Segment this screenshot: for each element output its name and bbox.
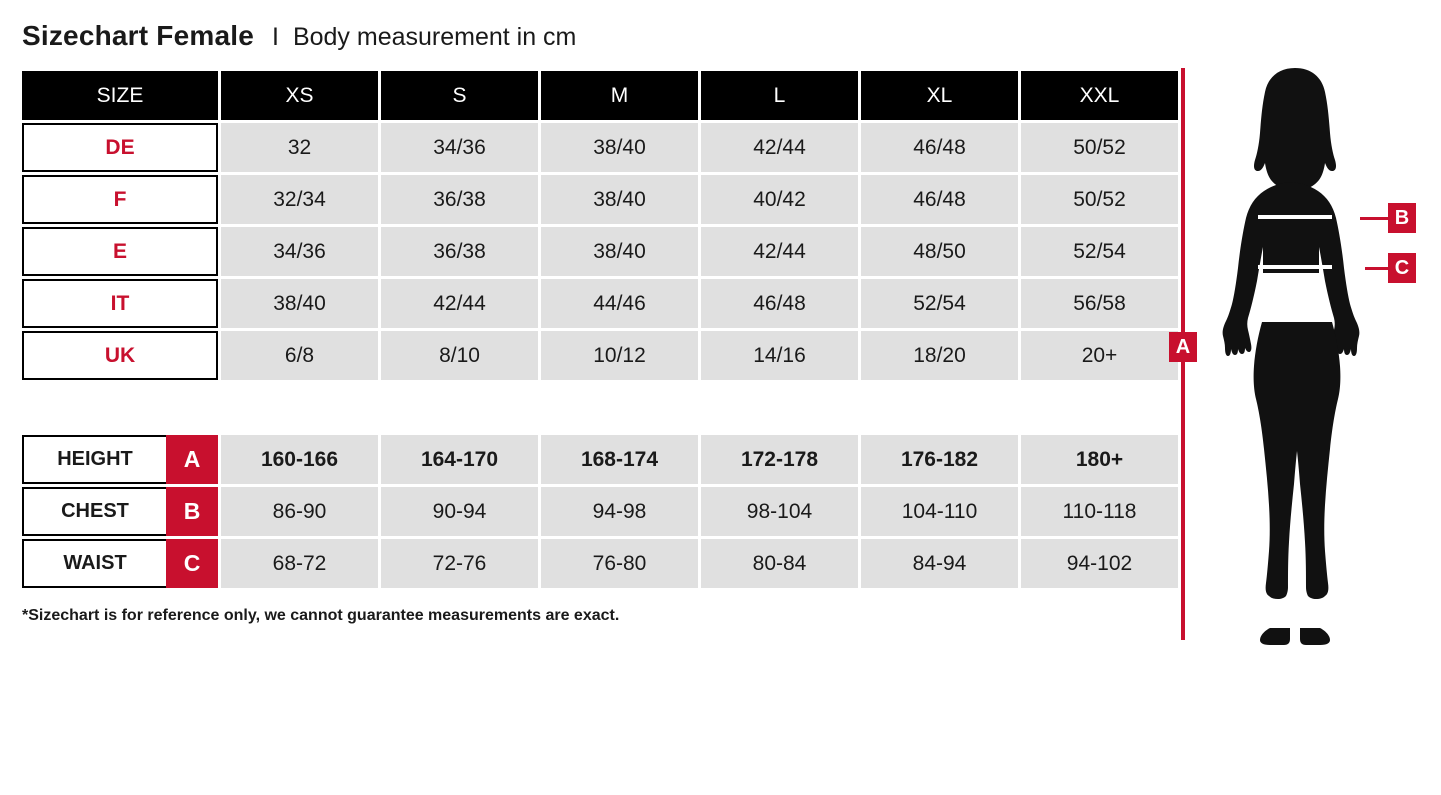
header-size-xxl: XXL [1021,71,1178,120]
row-label-it: IT [22,279,218,328]
cell-de-s: 34/36 [381,123,538,172]
marker-b: B [1388,203,1416,233]
cell-waist-xxl: 94-102 [1021,539,1178,588]
cell-height-l: 172-178 [701,435,858,484]
cell-e-xl: 48/50 [861,227,1018,276]
row-label-waist [22,539,218,588]
cell-e-m: 38/40 [541,227,698,276]
cell-uk-xl: 18/20 [861,331,1018,380]
header-size-m: M [541,71,698,120]
page-title-subtitle: Body measurement in cm [292,23,577,51]
cell-waist-m: 76-80 [541,539,698,588]
cell-height-xs: 160-166 [221,435,378,484]
female-body-silhouette-icon [1200,60,1390,645]
cell-waist-l: 80-84 [701,539,858,588]
cell-waist-xl: 84-94 [861,539,1018,588]
cell-e-xs: 34/36 [221,227,378,276]
header-size-xl: XL [861,71,1018,120]
cell-height-xl: 176-182 [861,435,1018,484]
measurement-key-a: A [166,435,218,484]
table-row [22,331,1178,380]
row-label-f: F [22,175,218,224]
cell-it-l: 46/48 [701,279,858,328]
cell-uk-s: 8/10 [381,331,538,380]
cell-it-xs: 38/40 [221,279,378,328]
cell-height-s: 164-170 [381,435,538,484]
header-size-s: S [381,71,538,120]
cell-chest-l: 98-104 [701,487,858,536]
cell-f-xl: 46/48 [861,175,1018,224]
table-row [22,487,1178,536]
cell-chest-m: 94-98 [541,487,698,536]
cell-it-s: 42/44 [381,279,538,328]
row-label-uk: UK [22,331,218,380]
marker-c: C [1388,253,1416,283]
header-size-l: L [701,71,858,120]
page-title-main: Sizechart Female [22,20,254,51]
cell-uk-m: 10/12 [541,331,698,380]
row-label-de: DE [22,123,218,172]
measurement-key-b: B [166,487,218,536]
measurement-name-chest: CHEST [22,487,166,536]
cell-f-l: 40/42 [701,175,858,224]
cell-de-xxl: 50/52 [1021,123,1178,172]
sizechart-table-wrap [22,71,1159,588]
cell-height-xxl: 180+ [1021,435,1178,484]
cell-waist-s: 72-76 [381,539,538,588]
cell-chest-s: 90-94 [381,487,538,536]
cell-chest-xl: 104-110 [861,487,1018,536]
cell-de-xl: 46/48 [861,123,1018,172]
cell-de-xs: 32 [221,123,378,172]
cell-de-l: 42/44 [701,123,858,172]
cell-uk-xxl: 20+ [1021,331,1178,380]
table-row [22,123,1178,172]
row-label-height [22,435,218,484]
measurement-key-c: C [166,539,218,588]
marker-a: A [1169,332,1197,362]
body-diagram [1160,60,1441,650]
header-size-xs: XS [221,71,378,120]
cell-it-xxl: 56/58 [1021,279,1178,328]
table-header-row [22,71,1178,120]
cell-it-m: 44/46 [541,279,698,328]
cell-uk-l: 14/16 [701,331,858,380]
page-title [22,20,576,52]
cell-de-m: 38/40 [541,123,698,172]
cell-chest-xs: 86-90 [221,487,378,536]
header-size-label: SIZE [22,71,218,120]
table-row [22,539,1178,588]
cell-height-m: 168-174 [541,435,698,484]
row-label-e: E [22,227,218,276]
cell-it-xl: 52/54 [861,279,1018,328]
cell-f-m: 38/40 [541,175,698,224]
table-row [22,175,1178,224]
cell-e-l: 42/44 [701,227,858,276]
cell-waist-xs: 68-72 [221,539,378,588]
table-row [22,279,1178,328]
measurement-name-waist: WAIST [22,539,166,588]
cell-chest-xxl: 110-118 [1021,487,1178,536]
table-row [22,227,1178,276]
page-title-separator: I [271,23,279,51]
cell-f-xs: 32/34 [221,175,378,224]
footnote: *Sizechart is for reference only, we cannot guarantee measurements are exact. [22,607,620,624]
cell-e-xxl: 52/54 [1021,227,1178,276]
row-label-chest [22,487,218,536]
measurement-name-height: HEIGHT [22,435,166,484]
sizechart-table [19,68,1181,591]
cell-f-xxl: 50/52 [1021,175,1178,224]
table-row [22,435,1178,484]
cell-e-s: 36/38 [381,227,538,276]
table-spacer [22,383,1178,432]
cell-f-s: 36/38 [381,175,538,224]
cell-uk-xs: 6/8 [221,331,378,380]
